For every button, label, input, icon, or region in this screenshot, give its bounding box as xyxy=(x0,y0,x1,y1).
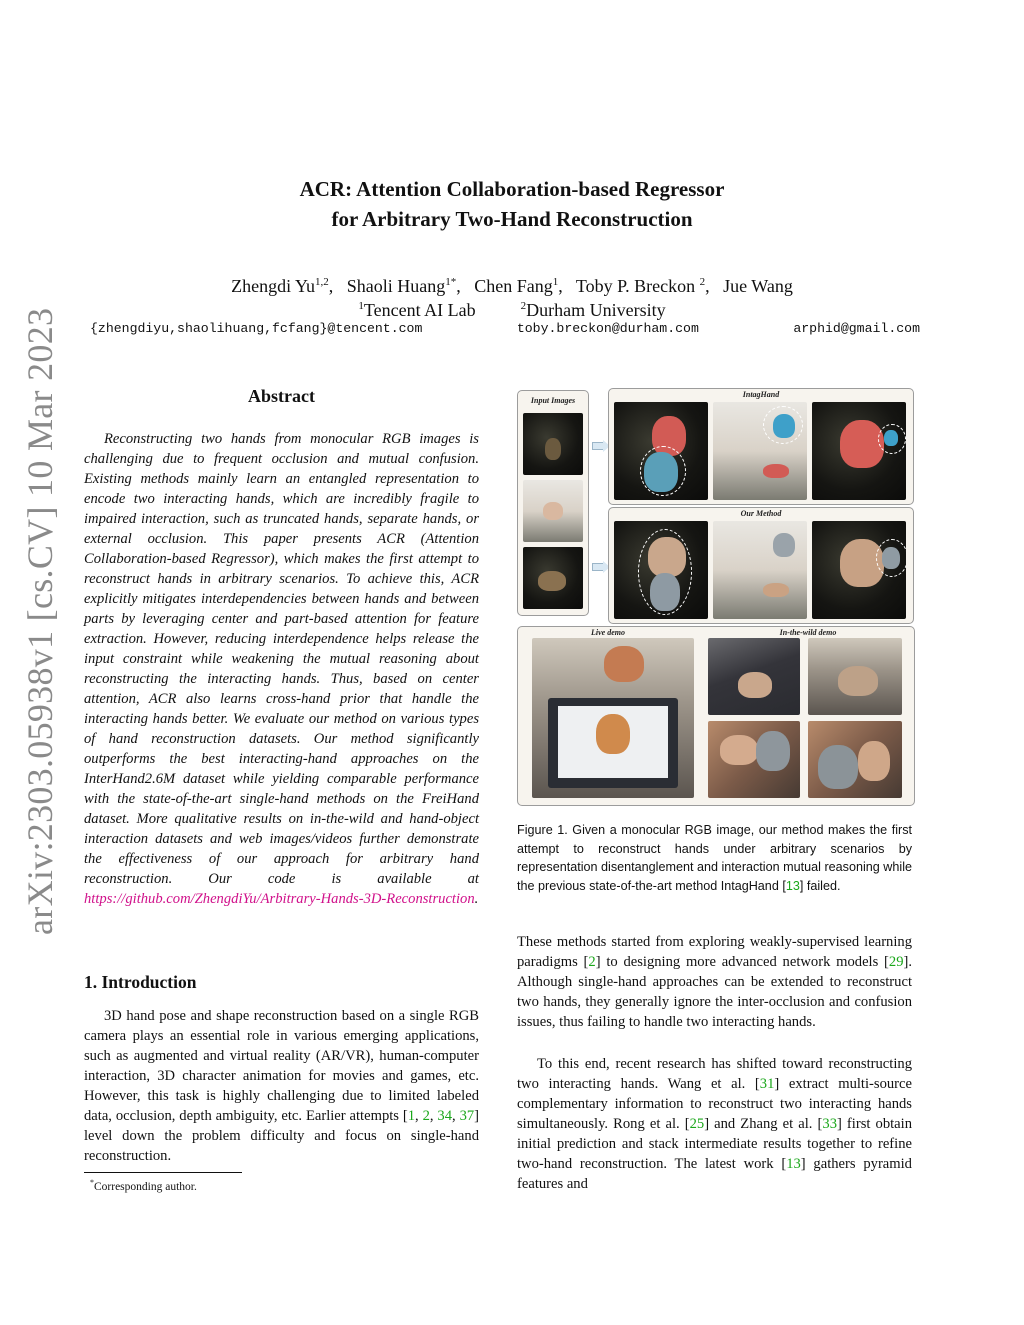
body-text: ] extract multi-source complementary information to reconstruct two interacting hands simultaneously. Rong et al. [ xyxy=(517,1076,912,1132)
author-affiliation-mark: 1* xyxy=(445,276,457,288)
in-the-wild-image xyxy=(708,721,800,798)
intaghand-panel xyxy=(608,388,914,505)
footnote-mark: * xyxy=(90,1178,94,1187)
failure-ellipse xyxy=(640,446,686,496)
result-image xyxy=(812,521,906,619)
input-images-panel xyxy=(517,390,589,616)
failure-ellipse xyxy=(878,424,906,454)
body-text: ] first obtain initial prediction and stack intermediate results together to refine two-hand reconstruction. The latest work [ xyxy=(517,1116,912,1172)
affiliation-name: Tencent AI Lab xyxy=(363,300,476,320)
panel-label: IntagHand xyxy=(742,390,780,399)
author-name: Toby P. Breckon xyxy=(575,276,696,296)
citation-link[interactable]: 2 xyxy=(588,954,596,970)
citation-link[interactable]: 34 xyxy=(437,1108,453,1124)
citation-link[interactable]: 31 xyxy=(759,1076,775,1092)
body-text: ]. Although single-hand approaches can be extended to reconstruct two hands, they generally ignore the inter-occlusion and confusion issues, thus failing to handle two interacting hands. xyxy=(517,954,913,1030)
right-paragraph-1 xyxy=(517,932,912,1032)
body-text: ] and Zhang et al. [ xyxy=(704,1116,823,1132)
intro-paragraph: 3D hand pose and shape reconstruction based on a single RGB camera plays an essential role in various emerging applications, such as augmented and virtual reality (AR/VR), human-computer interaction, 3D character animation for movies and games, etc. However, this task is highly challenging due to limited labeled data, occlusion, depth ambiguity, etc. Earlier attempts [1, 2, 34, 37] level down the problem difficulty and focus on single-hand reconstruction. xyxy=(84,1008,480,1164)
input-image xyxy=(523,413,583,475)
hand-shape xyxy=(545,438,561,460)
caption-text: Figure 1. Given a monocular RGB image, our method makes the first attempt to reconstruct hands under arbitrary scenarios by representation disentanglement and interaction mutual reasoning while the previous state-of-the-art method IntagHand [ xyxy=(517,823,912,893)
section-heading-introduction: 1. Introduction xyxy=(84,972,197,992)
demo-panel xyxy=(517,626,915,806)
footnote-rule xyxy=(84,1172,242,1173)
author-affiliation-mark: 1,2 xyxy=(314,276,329,288)
hand-shape xyxy=(818,745,858,789)
in-the-wild-image xyxy=(808,638,902,715)
citation-link[interactable]: 1 xyxy=(407,1108,416,1124)
author-name: Chen Fang xyxy=(474,276,553,296)
arrow-icon xyxy=(592,563,604,571)
abstract-body xyxy=(84,429,479,909)
body-text: ] to designing more advanced network models [ xyxy=(595,954,889,970)
abstract-end: . xyxy=(474,891,479,907)
author-list: Zhengdi Yu$^{1,2}$, Shaoli Huang$^{1*}$, Chen Fang$^1$, Toby P. Breckon $^2$, Jue Wang xyxy=(231,276,793,296)
right-paragraph-2 xyxy=(517,1054,912,1194)
panel-label: In-the-wild demo xyxy=(779,628,837,637)
in-the-wild-image xyxy=(708,638,800,715)
result-image xyxy=(713,521,807,619)
affiliations xyxy=(0,294,1024,322)
abstract-heading: Abstract xyxy=(248,386,315,406)
email-address: arphid@gmail.com xyxy=(793,321,920,336)
body-text: ] gathers pyramid features and xyxy=(517,1156,912,1192)
footnote xyxy=(90,1178,197,1193)
citation-link[interactable]: 2 xyxy=(422,1108,430,1124)
hand-shape xyxy=(858,741,890,781)
arrow-icon xyxy=(592,442,604,450)
paper-title-line-1: ACR: Attention Collaboration-based Regressor xyxy=(299,177,725,201)
highlight-ellipse xyxy=(876,539,906,577)
result-image xyxy=(812,402,906,500)
failure-ellipse xyxy=(763,406,803,444)
hand-shape xyxy=(756,731,790,771)
result-image xyxy=(614,521,708,619)
input-image xyxy=(523,480,583,542)
author-name: Zhengdi Yu xyxy=(231,276,315,296)
panel-label: Live demo xyxy=(591,628,625,637)
body-text: These methods started from exploring weakly-supervised learning paradigms [ xyxy=(517,934,912,970)
citation-link[interactable]: 29 xyxy=(888,954,904,970)
panel-label: Our Method xyxy=(740,509,782,518)
highlight-ellipse xyxy=(638,529,692,615)
in-the-wild-image xyxy=(808,721,902,798)
author-emails xyxy=(90,321,920,336)
author-name: Jue Wang xyxy=(723,276,793,296)
hand-shape xyxy=(604,646,644,682)
hand-shape xyxy=(838,666,878,696)
code-repository-link[interactable]: https://github.com/ZhengdiYu/Arbitrary-Hands-3D-Reconstruction xyxy=(84,891,475,907)
citation-link[interactable]: 13 xyxy=(786,1156,801,1172)
right-hand-mesh xyxy=(773,533,795,557)
result-image xyxy=(614,402,708,500)
affiliation-name: Durham University xyxy=(526,300,666,320)
caption-text: ] failed. xyxy=(799,878,841,893)
citation-link[interactable]: 37 xyxy=(459,1108,475,1124)
input-image xyxy=(523,547,583,609)
left-hand-mesh xyxy=(763,583,789,597)
figure-1 xyxy=(517,386,913,806)
citation-link[interactable]: 13 xyxy=(785,878,800,893)
our-method-panel xyxy=(608,507,914,624)
hand-shape xyxy=(543,502,563,520)
hand-shape xyxy=(720,735,758,765)
figure-caption xyxy=(517,821,912,895)
hand-shape xyxy=(738,672,772,698)
panel-label: Input Images xyxy=(530,396,576,405)
author-name: Shaoli Huang xyxy=(346,276,446,296)
abstract-text: Reconstructing two hands from monocular RGB images is challenging due to frequent occlusion and mutual confusion. Existing methods mainly learn an entangled representation to encode two interacting hands, which are incredibly fragile to impaired interaction, such as truncated hands, separate hands, or external occlusion. This paper presents ACR (Attention Collaboration-based Regressor), which makes the first attempt to reconstruct hands in arbitrary scenarios. To achieve this, ACR explicitly mitigates interdependencies between hands and between parts by leveraging center and part-based attention for feature extraction. However, reducing interdependence helps release the input constraint while weakening the mutual reasoning about reconstructing the interacting hands. Thus, based on center attention, ACR also learns cross-hand prior that handle the interacting hands better. We evaluate our method on various types of hand reconstruction datasets. Our method significantly outperforms the best interacting-hand approaches on the InterHand2.6M dataset while yielding comparable performance with the state-of-the-art single-hand methods on the FreiHand dataset. More qualitative results on in-the-wild and hand-object interaction datasets and web images/videos further demonstrate the effectiveness of our approach for arbitrary hand reconstruction. Our code is available at xyxy=(84,431,479,887)
citation-link[interactable]: 25 xyxy=(689,1116,705,1132)
live-demo-image xyxy=(532,638,694,798)
hand-shape xyxy=(538,571,566,591)
email-address: toby.breckon@durham.com xyxy=(516,321,699,336)
intro-text: ] level down the problem difficulty and focus on single-hand reconstruction. xyxy=(84,1108,480,1164)
author-affiliation-mark: 1 xyxy=(552,276,559,288)
footnote-text: Corresponding author. xyxy=(94,1180,197,1193)
affiliation-mark: 1 xyxy=(358,300,364,312)
red-hand-mesh xyxy=(763,464,789,478)
body-text: To this end, recent research has shifted toward reconstructing two interacting hands. Wang et al. [ xyxy=(517,1056,912,1092)
affiliation-mark: 2 xyxy=(520,300,527,312)
arxiv-identifier: arXiv:2303.05938v1 [cs.CV] 10 Mar 2023 xyxy=(20,307,60,935)
hand-shape xyxy=(596,714,630,754)
paper-title-line-2: for Arbitrary Two-Hand Reconstruction xyxy=(331,207,693,231)
email-address: {zhengdiyu,shaolihuang,fcfang}@tencent.com xyxy=(90,321,423,336)
red-hand-mesh xyxy=(840,420,884,468)
author-affiliation-mark: 2 xyxy=(699,276,706,288)
citation-link[interactable]: 33 xyxy=(822,1116,837,1132)
intro-text: 3D hand pose and shape reconstruction based on a single RGB camera plays an essential role in various emerging applications, such as augmented and virtual reality (AR/VR), human-computer interaction, 3D character animation for movies and games, etc. However, this task is highly challenging due to limited labeled data, occlusion, depth ambiguity, etc. Earlier attempts [ xyxy=(84,1008,479,1124)
result-image xyxy=(713,402,807,500)
